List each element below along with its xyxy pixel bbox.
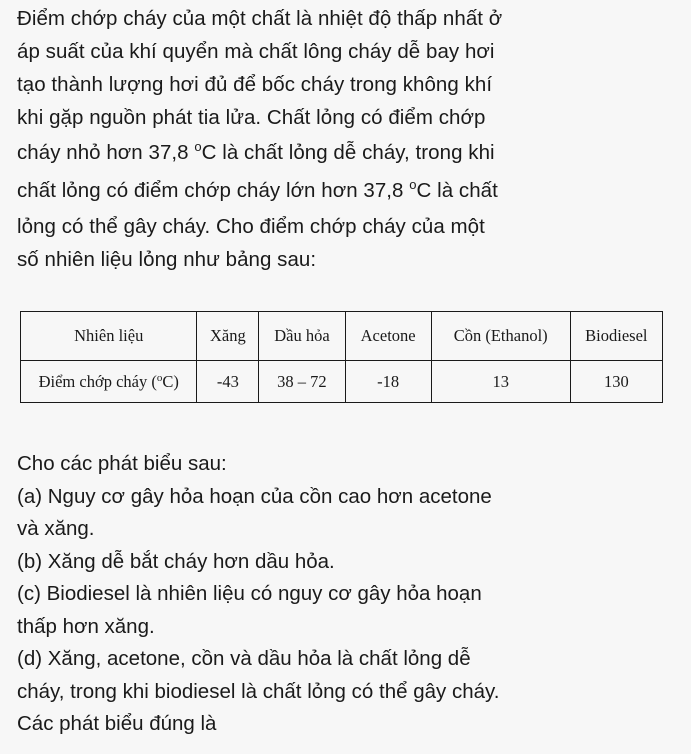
row-label-text-a: Điểm chớp cháy ( bbox=[38, 371, 157, 391]
intro-line-5-text-b: C là chất lỏng dễ cháy, trong khi bbox=[201, 141, 495, 164]
table-cell: 13 bbox=[431, 361, 570, 403]
table-row bbox=[21, 361, 663, 403]
question-prompt: Các phát biểu đúng là bbox=[17, 712, 217, 735]
intro-line-5-text-a: cháy nhỏ hơn 37,8 bbox=[17, 141, 195, 164]
intro-line-2: áp suất của khí quyển mà chất lông cháy dễ bay hơi bbox=[17, 40, 495, 63]
statement-d-line-2: cháy, trong khi biodiesel là chất lỏng có thể gây cháy. bbox=[17, 679, 500, 703]
table-header-row bbox=[21, 312, 663, 361]
intro-line-7: lỏng có thể gây cháy. Cho điểm chớp cháy của một bbox=[17, 215, 485, 238]
table-row-label bbox=[21, 361, 197, 403]
statement-d-line-1: (d) Xăng, acetone, cồn và dầu hỏa là chất lỏng dễ bbox=[17, 647, 471, 670]
flash-point-table bbox=[20, 311, 663, 403]
table-cell: -43 bbox=[197, 361, 259, 403]
statement-a-line-1: (a) Nguy cơ gây hỏa hoạn của cồn cao hơn acetone bbox=[17, 484, 492, 508]
row-label-text-b: C) bbox=[162, 371, 179, 391]
table-cell: -18 bbox=[345, 361, 431, 403]
statement-b: (b) Xăng dễ bắt cháy hơn dầu hỏa. bbox=[17, 549, 335, 573]
intro-line-3: tạo thành lượng hơi đủ để bốc cháy trong không khí bbox=[17, 73, 493, 96]
statement-a-line-2: và xăng. bbox=[17, 517, 95, 540]
intro-line-4: khi gặp nguồn phát tia lửa. Chất lỏng có điểm chớp bbox=[17, 106, 486, 129]
table-cell: 130 bbox=[570, 361, 662, 403]
table-header-cell: Acetone bbox=[345, 312, 431, 361]
table-header-cell: Dầu hỏa bbox=[259, 312, 345, 361]
table-header-cell: Cồn (Ethanol) bbox=[431, 312, 570, 361]
intro-line-6 bbox=[17, 172, 677, 210]
table-header-cell: Biodiesel bbox=[570, 312, 662, 361]
intro-line-8: số nhiên liệu lỏng như bảng sau: bbox=[17, 248, 317, 271]
statement-c-line-1: (c) Biodiesel là nhiên liệu có nguy cơ gây hỏa hoạn bbox=[17, 582, 482, 605]
table-header-cell: Xăng bbox=[197, 312, 259, 361]
degree-symbol: o bbox=[156, 371, 163, 384]
statements-section bbox=[17, 448, 677, 741]
intro-line-6-text-a: chất lỏng có điểm chớp cháy lớn hơn 37,8 bbox=[17, 179, 410, 202]
intro-line-1: Điểm chớp cháy của một chất là nhiệt độ thấp nhất ở bbox=[17, 7, 503, 30]
table-cell: 38 – 72 bbox=[259, 361, 345, 403]
statement-c-line-2: thấp hơn xăng. bbox=[17, 614, 155, 638]
statements-lead: Cho các phát biểu sau: bbox=[17, 452, 227, 475]
intro-line-5 bbox=[17, 134, 677, 172]
degree-symbol: o bbox=[409, 177, 417, 192]
intro-line-6-text-b: C là chất bbox=[416, 179, 498, 202]
degree-symbol: o bbox=[194, 139, 202, 154]
intro-paragraph bbox=[17, 2, 677, 276]
table-header-cell: Nhiên liệu bbox=[21, 312, 197, 361]
